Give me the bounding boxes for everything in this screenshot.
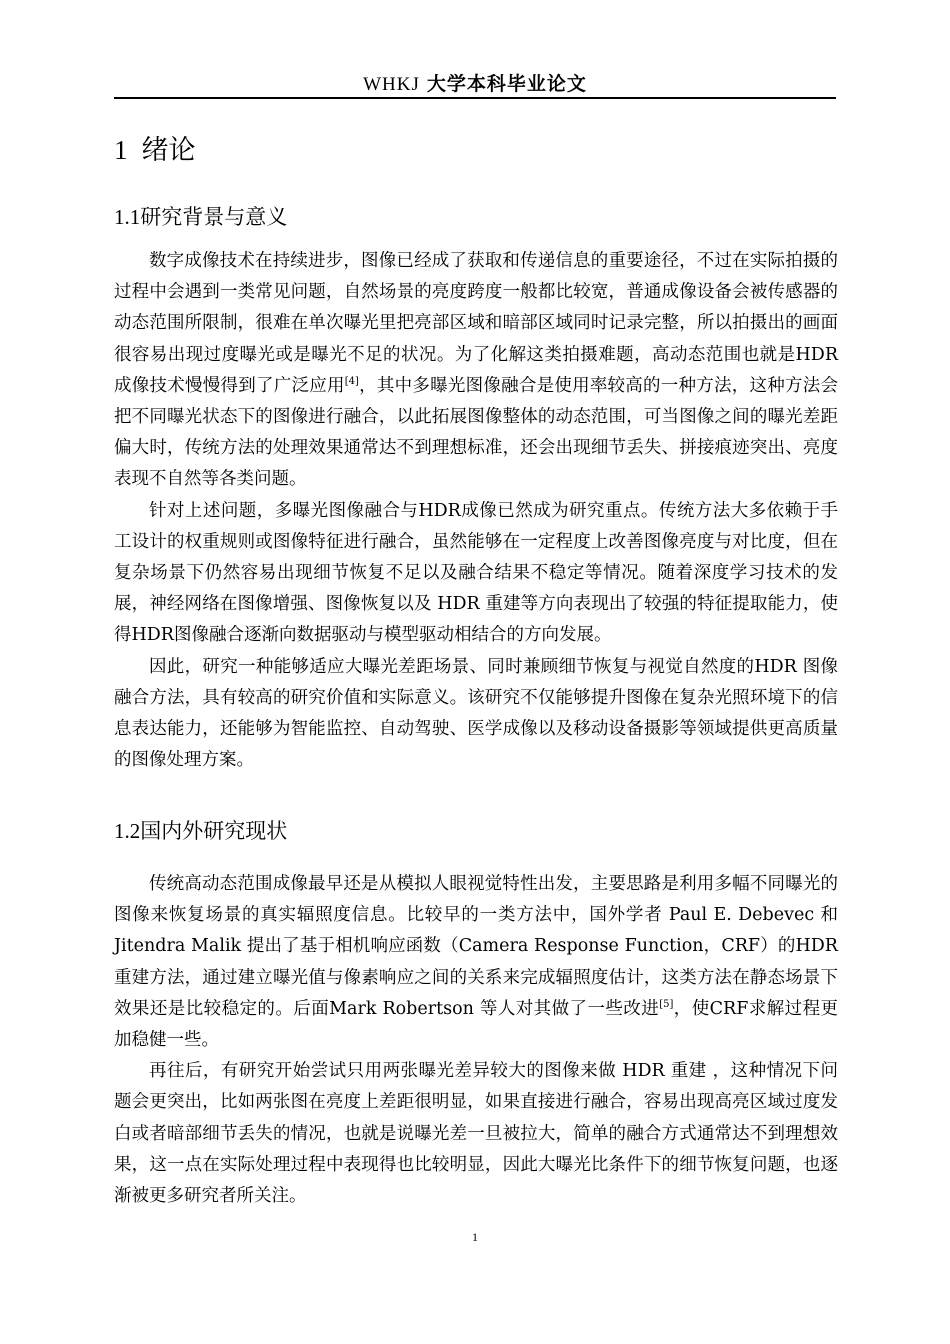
paragraph: 因此，研究一种能够适应大曝光差距场景、同时兼顾细节恢复与视觉自然度的HDR 图像融合方法，具有较高的研究价值和实际意义。该研究不仅能够提升图像在复杂光照环境下的信息表达能力，还能够为智能监控、自动驾驶、医学成像以及移动设备摄影等领域提供更高质量的图像处理方案。 xyxy=(114,656,838,771)
section-number: 1.2 xyxy=(114,819,141,843)
paragraph: 传统高动态范围成像最早还是从模拟人眼视觉特性出发，主要思路是利用多幅不同曝光的图像来恢复场景的真实辐照度信息。比较早的一类方法中，国外学者 Paul E. Debevec 和 Jitendra Malik 提出了基于相机响应函数（Camera Response Function，CRF）的HDR重建方法，通过建立曝光值与像素响应之间的关系来完成辐照度估计，这类方法在静态场景下效果还是比较稳定的。后面Mark Robertson 等人对其做了一些改进[5]，使CRF求解过程更加稳健一些。 xyxy=(114,874,838,1051)
running-header xyxy=(114,70,836,99)
page-number: 1 xyxy=(472,1230,478,1244)
header-title: 大学本科毕业论文 xyxy=(426,73,587,95)
paragraph: 再往后，有研究开始尝试只用两张曝光差异较大的图像来做 HDR 重建 ，这种情况下问题会更突出，比如两张图在亮度上差距很明显，如果直接进行融合，容易出现高亮区域过度发白或者暗部细节丢失的情况，也就是说曝光差一旦被拉大，简单的融合方式通常达不到理想效果，这一点在实际处理过程中表现得也比较明显，因此大曝光比条件下的细节恢复问题，也逐渐被更多研究者所关注。 xyxy=(114,1061,838,1207)
section-number: 1.1 xyxy=(114,205,141,229)
paragraph: 数字成像技术在持续进步，图像已经成了获取和传递信息的重要途径，不过在实际拍摄的过程中会遇到一类常见问题，自然场景的亮度跨度一般都比较宽，普通成像设备会被传感器的动态范围所限制，很难在单次曝光里把亮部区域和暗部区域同时记录完整，所以拍摄出的画面很容易出现过度曝光或是曝光不足的状况。为了化解这类拍摄难题，高动态范围也就是HDR成像技术慢慢得到了广泛应用[4]，其中多曝光图像融合是使用率较高的一种方法，这种方法会把不同曝光状态下的图像进行融合，以此拓展图像整体的动态范围，可当图像之间的曝光差距偏大时，传统方法的处理效果通常达不到理想标准，还会出现细节丢失、拼接痕迹突出、亮度表现不自然等各类问题。 xyxy=(114,251,839,490)
chapter-title xyxy=(114,130,196,171)
chapter-number: 1 xyxy=(114,135,128,165)
citation: [4] xyxy=(344,375,359,387)
section-title-text: 研究背景与意义 xyxy=(140,205,288,229)
header-rule xyxy=(114,97,836,99)
section-title-1-1 xyxy=(114,201,287,233)
section-body-1-1 xyxy=(114,246,838,776)
citation: [5] xyxy=(659,998,674,1010)
header-prefix: WHKJ xyxy=(363,74,420,95)
section-title-text: 国内外研究现状 xyxy=(140,819,288,843)
paragraph: 针对上述问题，多曝光图像融合与HDR成像已然成为研究重点。传统方法大多依赖于手工设计的权重规则或图像特征进行融合，虽然能够在一定程度上改善图像亮度与对比度，但在复杂场景下仍然容易出现细节恢复不足以及融合结果不稳定等情况。随着深度学习技术的发展，神经网络在图像增强、图像恢复以及 HDR 重建等方向表现出了较强的特征提取能力，使得HDR图像融合逐渐向数据驱动与模型驱动相结合的方向发展。 xyxy=(114,500,838,646)
chapter-title-text: 绪论 xyxy=(141,135,196,166)
section-title-1-2 xyxy=(114,815,287,847)
section-body-1-2 xyxy=(114,869,838,1212)
